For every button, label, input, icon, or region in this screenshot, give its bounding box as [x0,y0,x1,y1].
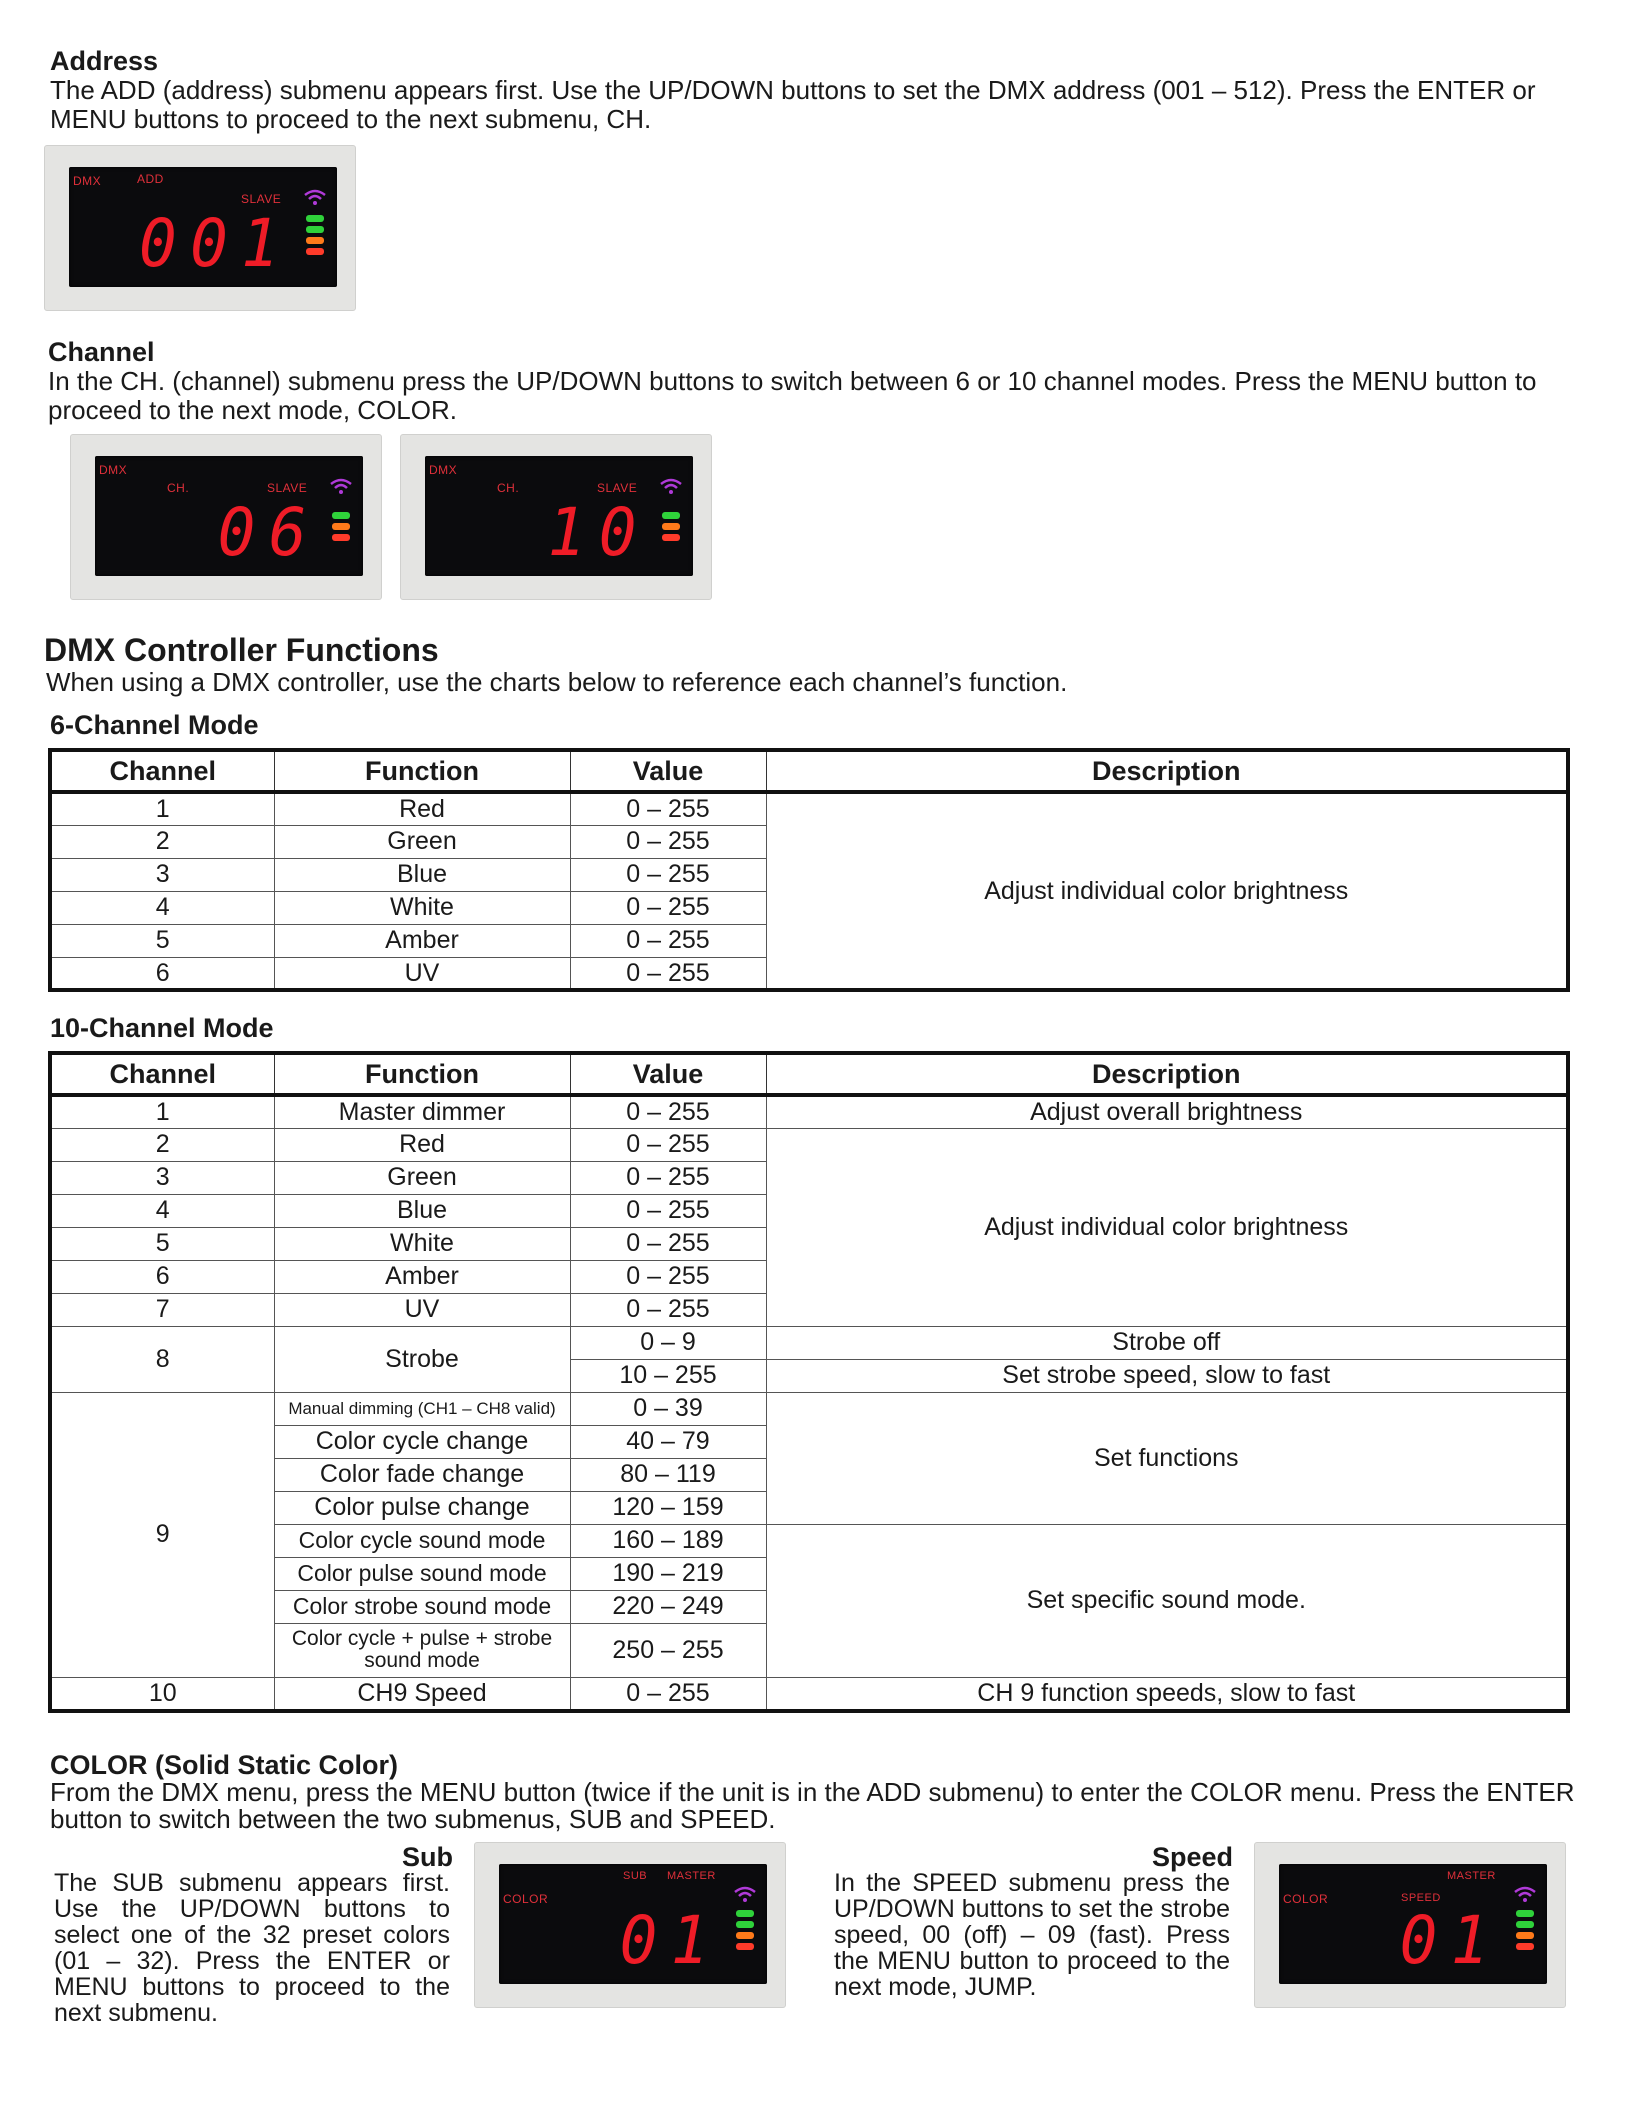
cell-channel: 4 [50,1194,274,1227]
lcd-digits: 10 [547,494,650,571]
cell-description: Strobe off [766,1326,1568,1359]
address-text: The ADD (address) submenu appears first. Use the UP/DOWN buttons to set the DMX address (001 – 512). Press the ENTER or MENU buttons to proceed to the next submenu, CH. [50,75,1536,134]
wifi-icon [329,478,353,494]
cell-function: Strobe [274,1326,570,1392]
channel-heading: Channel [48,337,155,367]
cell-description: CH 9 function speeds, slow to fast [766,1677,1568,1711]
cell-channel: 5 [50,924,274,957]
lcd-slave-label: SLAVE [267,481,308,495]
speed-display [1254,1842,1566,2008]
cell-channel: 3 [50,1161,274,1194]
lcd-dmx-label: DMX [73,174,102,188]
cell-channel: 6 [50,1260,274,1293]
lcd-slave-label: SLAVE [597,481,638,495]
channel-display-6 [70,434,382,600]
cell-function: CH9 Speed [274,1677,570,1711]
cell-value: 0 – 255 [570,1677,766,1711]
lcd-dmx-label: DMX [429,463,458,477]
sub-display [474,1842,786,2008]
level-bars-icon [662,512,680,545]
cell-function: White [274,1227,570,1260]
channel-display-10 [400,434,712,600]
cell-function: Red [274,1128,570,1161]
cell-value: 40 – 79 [570,1425,766,1458]
cell-value: 0 – 255 [570,1095,766,1128]
speed-heading: Speed [1152,1842,1234,1872]
level-bars-icon [306,215,324,259]
table-row [50,1392,1568,1425]
cell-value: 250 – 255 [570,1623,766,1677]
lcd-digits: 01 [1399,1902,1502,1979]
lcd-master-label: MASTER [667,1870,716,1882]
dmx-functions-text: When using a DMX controller, use the charts below to reference each channel’s function. [46,667,1068,697]
lcd-digits: 06 [217,494,320,571]
col-channel: Channel [50,750,274,792]
lcd-sub-label: SUB [623,1870,648,1882]
cell-value: 0 – 255 [570,825,766,858]
lcd-speed-label: SPEED [1401,1892,1441,1904]
color-heading: COLOR (Solid Static Color) [50,1750,398,1780]
cell-description: Adjust individual color brightness [766,792,1568,990]
cell-value: 190 – 219 [570,1557,766,1590]
cell-function: Amber [274,924,570,957]
table-header-row [50,750,1568,792]
sub-heading: Sub [402,1842,453,1872]
lcd-ch-label: CH. [167,481,190,495]
table-row [50,792,1568,825]
cell-function: Color strobe sound mode [274,1590,570,1623]
cell-function: Color pulse sound mode [274,1557,570,1590]
cell-value: 0 – 255 [570,1161,766,1194]
cell-function: Red [274,792,570,825]
col-function: Function [274,750,570,792]
channel-text: In the CH. (channel) submenu press the UP/DOWN buttons to switch between 6 or 10 channel modes. Press the MENU button to proceed to the next mode, COLOR. [48,366,1537,425]
cell-value: 0 – 255 [570,1194,766,1227]
cell-function: Amber [274,1260,570,1293]
wifi-icon [303,189,327,205]
cell-channel: 3 [50,858,274,891]
cell-value: 0 – 255 [570,792,766,825]
lcd-dmx-label: DMX [99,463,128,477]
col-description: Description [766,1053,1568,1095]
cell-value: 0 – 255 [570,1227,766,1260]
cell-channel: 5 [50,1227,274,1260]
col-description: Description [766,750,1568,792]
cell-channel: 9 [50,1392,274,1677]
cell-value: 0 – 255 [570,924,766,957]
ten-channel-heading: 10-Channel Mode [50,1013,274,1043]
dmx-functions-heading: DMX Controller Functions [44,632,439,668]
level-bars-icon [1516,1910,1534,1954]
table-row [50,1326,1568,1359]
cell-function: Blue [274,1194,570,1227]
cell-function: UV [274,1293,570,1326]
cell-function: Color cycle sound mode [274,1524,570,1557]
sub-text: The SUB submenu appears first. Use the UP/DOWN buttons to select one of the 32 preset colors (01 – 32). Press the ENTER or MENU buttons to proceed to the next submenu. [54,1869,450,2027]
lcd-color-label: COLOR [503,1892,549,1906]
wifi-icon [1513,1886,1537,1902]
cell-channel: 10 [50,1677,274,1711]
cell-value: 160 – 189 [570,1524,766,1557]
cell-value: 0 – 255 [570,858,766,891]
col-channel: Channel [50,1053,274,1095]
lcd-color-label: COLOR [1283,1892,1329,1906]
address-display [44,145,356,311]
wifi-icon [733,1886,757,1902]
cell-channel: 6 [50,957,274,990]
cell-value: 0 – 9 [570,1326,766,1359]
level-bars-icon [736,1910,754,1954]
cell-function: Color fade change [274,1458,570,1491]
table-row [50,1128,1568,1161]
cell-channel: 8 [50,1326,274,1392]
lcd-slave-label: SLAVE [241,192,282,206]
cell-description: Set specific sound mode. [766,1524,1568,1677]
cell-value: 120 – 159 [570,1491,766,1524]
cell-description: Adjust overall brightness [766,1095,1568,1128]
lcd-ch-label: CH. [497,481,520,495]
cell-function: Blue [274,858,570,891]
cell-value: 0 – 255 [570,1293,766,1326]
table-row [50,1524,1568,1557]
speed-text: In the SPEED submenu press the UP/DOWN buttons to set the strobe speed, 00 (off) – 09 (fast). Press the MENU button to proceed to the next mode, JUMP. [834,1869,1230,2001]
cell-function: UV [274,957,570,990]
cell-function: Color pulse change [274,1491,570,1524]
cell-value: 0 – 39 [570,1392,766,1425]
lcd-master-label: MASTER [1447,1870,1496,1882]
table-header-row [50,1053,1568,1095]
lcd-digits: 001 [139,205,293,282]
cell-channel: 4 [50,891,274,924]
table-row [50,1095,1568,1128]
col-function: Function [274,1053,570,1095]
col-value: Value [570,1053,766,1095]
cell-value: 0 – 255 [570,1128,766,1161]
lcd-digits: 01 [619,1902,722,1979]
cell-function: Green [274,1161,570,1194]
wifi-icon [659,478,683,494]
cell-value: 0 – 255 [570,891,766,924]
table-row [50,1677,1568,1711]
ten-channel-table [48,1051,1570,1713]
cell-function: White [274,891,570,924]
cell-value: 0 – 255 [570,957,766,990]
col-value: Value [570,750,766,792]
six-channel-table [48,748,1570,992]
cell-value: 220 – 249 [570,1590,766,1623]
six-channel-heading: 6-Channel Mode [50,710,259,740]
cell-function: Color cycle + pulse + strobe sound mode [274,1623,570,1677]
cell-function: Color cycle change [274,1425,570,1458]
level-bars-icon [332,512,350,545]
cell-function: Master dimmer [274,1095,570,1128]
cell-channel: 2 [50,825,274,858]
color-text: From the DMX menu, press the MENU button (twice if the unit is in the ADD submenu) to enter the COLOR menu. Press the ENTER button to switch between the two submenus, SUB and SPEED. [50,1777,1575,1834]
cell-value: 10 – 255 [570,1359,766,1392]
cell-channel: 1 [50,1095,274,1128]
cell-channel: 7 [50,1293,274,1326]
cell-value: 80 – 119 [570,1458,766,1491]
cell-description: Set functions [766,1392,1568,1524]
cell-function: Green [274,825,570,858]
cell-function: Manual dimming (CH1 – CH8 valid) [274,1392,570,1425]
cell-channel: 2 [50,1128,274,1161]
cell-description: Adjust individual color brightness [766,1128,1568,1326]
address-heading: Address [50,46,159,76]
cell-channel: 1 [50,792,274,825]
cell-value: 0 – 255 [570,1260,766,1293]
cell-description: Set strobe speed, slow to fast [766,1359,1568,1392]
lcd-add-label: ADD [137,172,164,186]
